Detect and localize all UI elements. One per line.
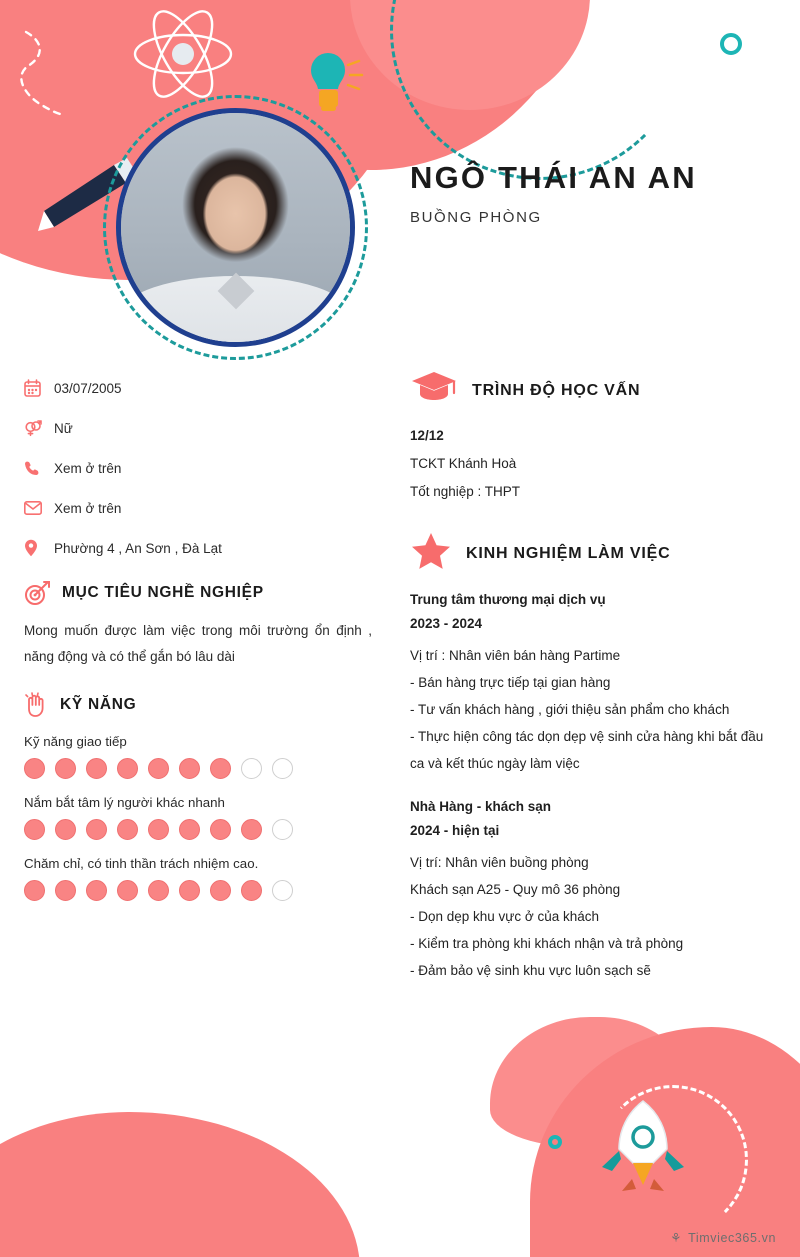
rating-dot xyxy=(24,758,45,779)
name-block xyxy=(410,160,697,226)
contact-item-address xyxy=(24,538,372,558)
job-line: - Tư vấn khách hàng , giới thiệu sản phẩm cho khách xyxy=(410,702,730,717)
rating-dot xyxy=(117,758,138,779)
rating-dot xyxy=(117,880,138,901)
contact-value: Xem ở trên xyxy=(54,460,122,476)
star-icon xyxy=(410,531,452,576)
contact-item-email xyxy=(24,498,372,518)
rating-dot xyxy=(148,758,169,779)
rating-dot xyxy=(24,880,45,901)
education-line: TCKT Khánh Hoà xyxy=(410,456,517,471)
phone-icon xyxy=(24,460,54,477)
rating-dot xyxy=(179,758,200,779)
rating-dot xyxy=(24,819,45,840)
left-column xyxy=(24,378,372,901)
footer-text: Timviec365.vn xyxy=(688,1230,776,1245)
education-body xyxy=(410,427,780,501)
job-line: - Thực hiện công tác dọn dẹp vệ sinh cửa hàng khi bắt đầu ca và kết thúc ngày làm việc xyxy=(410,729,764,771)
rating-dot xyxy=(86,880,107,901)
experience-title: KINH NGHIỆM LÀM VIỆC xyxy=(466,544,671,562)
rating-dot xyxy=(117,819,138,840)
skill-item xyxy=(24,856,372,901)
teal-dot-icon xyxy=(548,1135,562,1149)
candidate-role: BUỒNG PHÒNG xyxy=(410,209,542,226)
skill-item xyxy=(24,795,372,840)
education-section-header xyxy=(410,370,780,411)
experience-section-header xyxy=(410,531,780,576)
experience-item xyxy=(410,799,780,984)
education-line: 12/12 xyxy=(410,428,444,443)
rating-dot xyxy=(86,819,107,840)
avatar-photo xyxy=(116,108,355,347)
education-title: TRÌNH ĐỘ HỌC VẤN xyxy=(472,381,641,399)
experience-item xyxy=(410,592,780,777)
objective-title: MỤC TIÊU NGHỀ NGHIỆP xyxy=(62,584,264,601)
objective-text: Mong muốn được làm việc trong môi trường ổn định , năng động và có thể gắn bó lâu dài xyxy=(24,623,372,664)
job-line: Vị trí : Nhân viên bán hàng Partime xyxy=(410,648,621,663)
rating-dot xyxy=(272,880,293,901)
rating-dot xyxy=(272,758,293,779)
rating-dot xyxy=(210,819,231,840)
atom-icon xyxy=(128,4,238,104)
calendar-icon xyxy=(24,379,54,397)
contact-item-birthdate xyxy=(24,378,372,398)
squiggle-icon xyxy=(18,28,68,118)
rating-dot xyxy=(272,819,293,840)
footer-watermark xyxy=(670,1230,776,1245)
contact-value: Nữ xyxy=(54,420,73,436)
rating-dot xyxy=(241,880,262,901)
skill-item xyxy=(24,734,372,779)
graduation-cap-icon xyxy=(410,370,458,411)
location-icon xyxy=(24,539,54,557)
skill-label: Kỹ năng giao tiếp xyxy=(24,734,127,749)
job-line: Vị trí: Nhân viên buồng phòng xyxy=(410,855,589,870)
rating-dot xyxy=(55,758,76,779)
skills-section-header xyxy=(24,692,372,718)
education-line: Tốt nghiệp : THPT xyxy=(410,484,521,499)
pink-blob-bottom-left xyxy=(0,1112,360,1257)
objective-section-header xyxy=(24,580,372,606)
rocket-icon xyxy=(588,1095,698,1205)
skill-rating xyxy=(24,758,372,779)
job-line: Khách sạn A25 - Quy mô 36 phòng xyxy=(410,882,621,897)
job-line: - Đảm bảo vệ sinh khu vực luôn sạch sẽ xyxy=(410,963,651,978)
email-icon xyxy=(24,501,54,515)
rating-dot xyxy=(210,758,231,779)
skill-label: Nắm bắt tâm lý người khác nhanh xyxy=(24,795,225,810)
contact-list xyxy=(24,378,372,558)
rating-dot xyxy=(179,880,200,901)
avatar xyxy=(103,95,368,360)
contact-item-gender xyxy=(24,418,372,438)
contact-value: Phường 4 , An Sơn , Đà Lạt xyxy=(54,540,222,556)
contact-value: Xem ở trên xyxy=(54,500,122,516)
bottom-decoration xyxy=(0,1017,800,1257)
right-column xyxy=(410,370,780,1006)
teal-dot-icon xyxy=(720,33,742,55)
skills-title: KỸ NĂNG xyxy=(60,696,137,713)
gender-icon xyxy=(24,419,54,437)
target-icon xyxy=(24,580,50,606)
job-date: 2023 - 2024 xyxy=(410,616,483,631)
contact-value: 03/07/2005 xyxy=(54,380,122,396)
rating-dot xyxy=(86,758,107,779)
rating-dot xyxy=(148,880,169,901)
rating-dot xyxy=(148,819,169,840)
rating-dot xyxy=(55,880,76,901)
rating-dot xyxy=(241,758,262,779)
rating-dot xyxy=(55,819,76,840)
contact-item-phone xyxy=(24,458,372,478)
skill-rating xyxy=(24,819,372,840)
candidate-name: NGÔ THÁI AN AN xyxy=(410,160,697,195)
hand-icon xyxy=(24,692,48,718)
job-line: - Kiểm tra phòng khi khách nhận và trả phòng xyxy=(410,936,684,951)
job-title: Nhà Hàng - khách sạn xyxy=(410,799,552,814)
avatar-shirt xyxy=(121,276,350,342)
job-line: - Dọn dẹp khu vực ở của khách xyxy=(410,909,599,924)
job-date: 2024 - hiện tại xyxy=(410,823,500,838)
skill-rating xyxy=(24,880,372,901)
rating-dot xyxy=(241,819,262,840)
rating-dot xyxy=(179,819,200,840)
skill-label: Chăm chỉ, có tinh thần trách nhiệm cao. xyxy=(24,856,259,871)
rating-dot xyxy=(210,880,231,901)
job-line: - Bán hàng trực tiếp tại gian hàng xyxy=(410,675,611,690)
footer-icon: ⚘ xyxy=(670,1231,683,1245)
job-title: Trung tâm thương mại dịch vụ xyxy=(410,592,606,607)
